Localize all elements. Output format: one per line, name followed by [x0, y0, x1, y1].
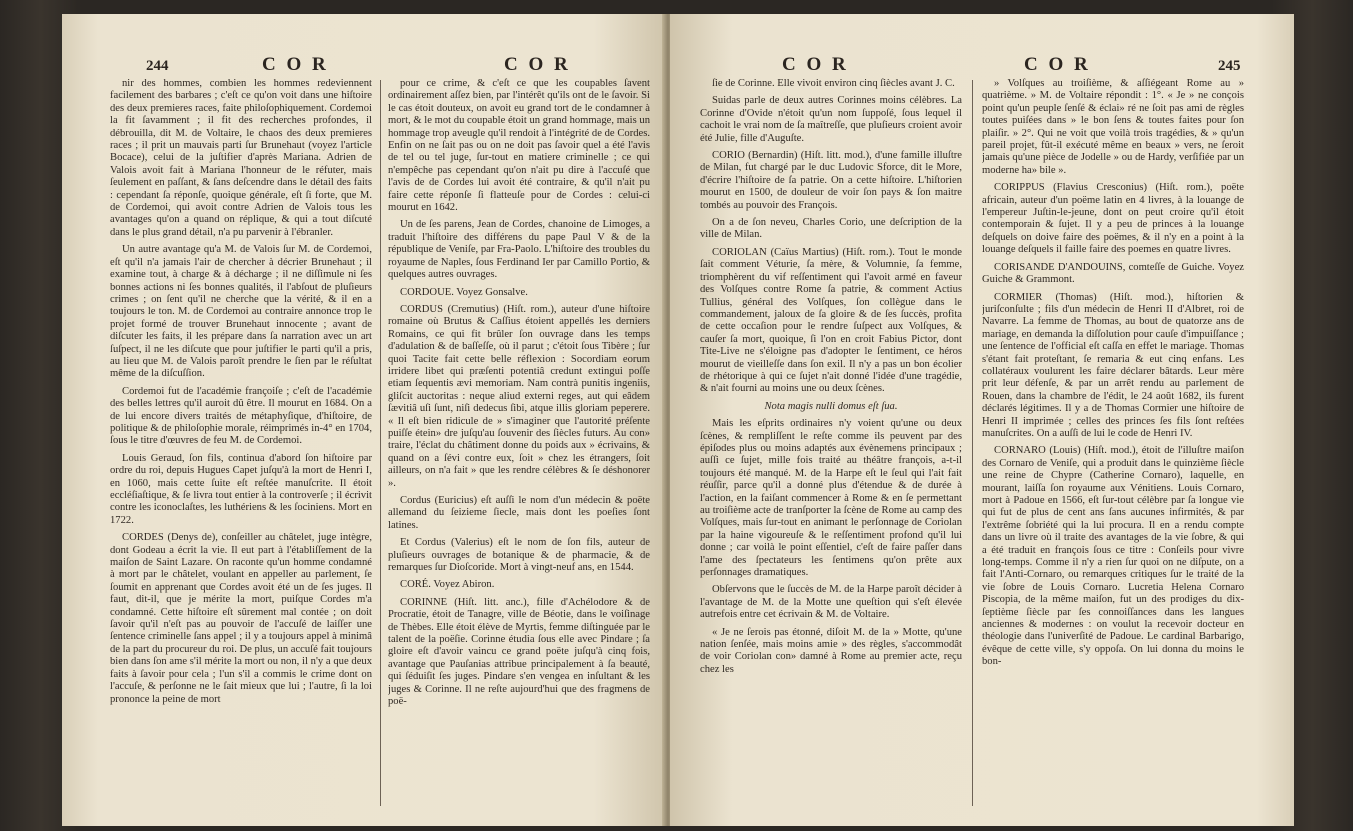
right-page-header [670, 52, 1294, 76]
text-column [982, 78, 1244, 808]
paragraph: Mais les eſprits ordinaires n'y voient qu'une ou deux ſcènes, & rempliſſent le reſte comme ils peuvent par des épiſodes plus ou moins adaptés aux évènemens principaux ; auſſi ce ſujet, mille fois traité au théâtre françois, a-t-il toujours été manqué. M. de la Harpe eſt le ſeul qui l'ait fait réuſſir, parce qu'il a donné plus d'étendue & de durée à l'action, en la faiſant commencer à Rome & en ſe permettant au troiſième acte de tranſporter la ſcène de Rome au camp des Volſques, mais ſur-tout en animant le perſonnage de Coriolan par la haine vigoureuſe & le reſſentiment profond qu'il lui donne ; car voilà le point eſſentiel, c'eſt de faire paſſer dans l'ame des ſpectateurs les ſentimens qu'on prête aux perſonnages dramatiques. [700, 418, 962, 579]
running-head: C O R [262, 54, 329, 75]
paragraph: CORÉ. Voyez Abiron. [400, 579, 495, 591]
paragraph: nir des hommes, combien les hommes redeviennent facilement des barbares ; c'eſt ce qu'on voit dans une hiſtoire des deux premieres races, faite philoſophiquement. Cordemoi la fit ſavamment ; il fit des recherches profondes, il débrouilla, dit M. de Voltaire, le chaos des deux premieres races ; il prit un mauvais parti ſur Brunehaut (voyez l'article Bocace), celui de la juſtifier d'après Mariana. Adrien de Valois avoit fait à Mariana l'honneur de le réfuter, mais ſeulement en paſſant, & ſans deſcendre dans le détail des faits : cependant ſa réponſe, quoique générale, eſt ſi forte, que M. de Cordemoi, qui avoit contre Adrien de Valois tous les avantages qu'on a quand on réplique, & qui a tout diſcuté dans le plus grand détail, n'a pu parvenir à l'ébranler. [110, 78, 372, 238]
paragraph: Cordus (Euricius) eſt auſſi le nom d'un médecin & poëte allemand du ſeizieme ſiecle, mais dont les poeſies ſont latines. [388, 495, 650, 531]
paragraph: CORINNE (Hiſt. litt. anc.), fille d'Achélodore & de Procratie, étoit de Tanagre, ville de Béotie, dans le voiſinage de Thèbes. Elle étoit élève de Myrtis, femme diſtinguée par le talent de la poëſie. Corinne étudia ſous elle avec Pindare ; ſa gloire eſt d'avoir vaincu ce grand poëte juſqu'à cinq fois, avantage que Pauſanias attribue principalement à ſa beauté, qui ſéduiſit ſes juges. Pindare s'en vengea en inſultant & les juges & Corinne. Il ne reſte aujourd'hui que des fragmens de poë- [388, 596, 650, 708]
paragraph: Louis Geraud, ſon fils, continua d'abord ſon hiſtoire par ordre du roi, depuis Hugues Capet juſqu'à la mort de Henri I, en 1060, mais cette ſuite eſt reſtée manuſcrite. Il étoit eccléſiaſtique, & ſe livra tout entier à la controverſe ; il écrivit contre les iconoclaſtes, les luthériens & les ſociniens. Mort en 1722. [110, 452, 372, 526]
paragraph: CORIOLAN (Caïus Martius) (Hiſt. rom.). Tout le monde ſait comment Véturie, ſa mère, & Volumnie, ſa femme, triomphèrent du vif reſſentiment qui l'avoit armé en faveur des Volſques contre Rome ſa patrie, & comment Actius Tullius, général des Volſques, ſon collègue dans le commandement, jaloux de ſa gloire & de ſes ſuccès, profita de cette occaſion pour le rendre ſuſpect aux Volſques, & cauſer ſa mort, quoique, ſi l'on en croit Fabius Pictor, dont Tite-Live ne s'éloigne pas d'adopter le ſentiment, ce héros mourut de vieilleſſe dans ſon exil. Il n'y a pas un bon écolier de rhétorique à qui ce ſujet n'ait donné l'idée d'une tragédie, & n'ait fourni au moins une ou deux ſcènes. [700, 246, 962, 395]
left-page [62, 14, 666, 826]
right-page [670, 14, 1294, 826]
paragraph: pour ce crime, & c'eſt ce que les coupables ſavent ordinairement aſſez bien, par l'intérêt qu'ils ont de le ſavoir. Si le cas étoit douteux, on avoit eu grand tort de le condamner à mort, & le mot du coupable étoit un grand hommage, mais un hommage trop aveugle qu'il rendoit à l'intégrité de de Cordes. Enfin on ne ſait pas ou on ne doit pas ſavoir quel a été l'avis de tel ou tel juge, ſur-tout en matiere criminelle ; ce qui n'empêche pas cependant qu'on n'ait pu dire à l'accuſé que l'avis de de Cordes lui avoit été contraire, & qu'il n'ait pu faire cette réponſe ſi flatteuſe pour de Cordes : celui-ci mourut en 1642. [388, 78, 650, 214]
paragraph: CORIO (Bernardin) (Hiſt. litt. mod.), d'une famille illuſtre de Milan, fut chargé par le duc Ludovic Sforce, dit le More, d'écrire l'hiſtoire de ſa patrie. On a cette hiſtoire. L'hiſtorien mourut en 1500, de douleur de voir ſon pays & ſon maitre tombés au pouvoir des François. [700, 150, 962, 211]
paragraph: CORNARO (Louis) (Hiſt. mod.), étoit de l'illuſtre maiſon des Cornaro de Veniſe, qui a produit dans le quinzième ſiècle une reine de Chypre (Catherine Cornaro), laquelle, en mourant, laiſſa ſon royaume aux Vénitiens. Louis Cornaro, mort à Padoue en 1566, eſt ſur-tout célèbre par ſa longue vie qui fut de plus de cent ans ſans aucunes infirmités, & par l'extrême ſobriété qui la lui procura. Il en a rendu compte dans un livre où il traite des avantages de la vie ſobre, & qui a été traduit en françois ſous ce titre : Conſeils pour vivre long-temps. Comme il n'y a rien ſur quoi on ne diſpute, on a fait l'Anti-Cornaro, ou remarques critiques ſur le traité de la vie ſobre de Louis Cornaro. Lucretia Helena Cornaro Piscopia, de la même maiſon, fut un des prodiges du dix-ſeptième ſiècle par ſes connoiſſances dans les langues anciennes & modernes : on voulut la recevoir docteur en théologie dans l'univerſité de Padoue. Le cardinal Barbarigo, évêque de cette ville, s'y oppoſa. On lui donna du moins le bon- [982, 445, 1244, 668]
text-column [388, 78, 650, 808]
paragraph: Suidas parle de deux autres Corinnes moins célèbres. La Corinne d'Ovide n'étoit qu'un nom ſuppoſé, ſous lequel il cachoit le vrai nom de ſa maîtreſſe, que pluſieurs croient avoir été Julie, fille d'Auguſte. [700, 95, 962, 144]
paragraph: CORIPPUS (Flavius Cresconius) (Hiſt. rom.), poëte africain, auteur d'un poëme latin en 4 livres, à la louange de l'empereur Juſtin-le-jeune, dont on peut croire qu'il étoit contemporain & ſujet. Il y a peu de princes à la louange deſquels on doive faire des poëmes, & il n'y en a point à la louange deſquels il faille faire des poemes en quatre livres. [982, 182, 1244, 256]
page-number: 244 [146, 58, 169, 74]
running-head: C O R [504, 54, 571, 75]
paragraph: On a de ſon neveu, Charles Corio, une deſcription de la ville de Milan. [700, 217, 962, 241]
page-number: 245 [1218, 58, 1241, 74]
column-rule [972, 80, 973, 806]
quotation: Nota magis nulli domus eſt ſua. [764, 400, 898, 412]
paragraph: « Je ne ſerois pas étonné, diſoit M. de la » Motte, qu'une nation ſenſée, mais moins amie » des règles, s'accommodât de voir Coriolan con» damné à Rome au premier acte, reçu chez les [700, 626, 962, 675]
paragraph: CORMIER (Thomas) (Hiſt. mod.), hiſtorien & juriſconſulte ; fils d'un médecin de Henri II d'Albret, roi de Navarre. La femme de Thomas, au bout de quatorze ans de mariage, en demanda la diſſolution pour cauſe d'impuiſſance ; une ſentence de l'official eſt caſſa en effet le mariage. Thomas s'étant fait proteſtant, ſe remaria & eut cinq enfans. Les collatéraux voulurent les faire déclarer bâtards. Leur mère prit leur défenſe, & par un arrêt rendu au parlement de Rouen, dans la chambre de l'édit, le 24 août 1682, ils furent déclarés légitimes. Il y a de Thomas Cormier une hiſtoire de Henri II imprimée ; celles des princes ſes fils ſont reſtées manuſcrites. On a auſſi de lui le code de Henri IV. [982, 291, 1244, 439]
paragraph: CORDOUE. Voyez Gonsalve. [400, 286, 528, 298]
running-head: C O R [1024, 54, 1091, 75]
column-rule [380, 80, 381, 806]
running-head: C O R [782, 54, 849, 75]
paragraph: ſie de Corinne. Elle vivoit environ cinq ſiècles avant J. C. [712, 78, 955, 89]
paragraph: Un de ſes parens, Jean de Cordes, chanoine de Limoges, a traduit l'hiſtoire des différens du pape Paul V & de la république de Veniſe, par Fra-Paolo. L'hiſtoire des troubles du royaume de Naples, ſous Ferdinand Ier par Camillo Portio, & quelques autres ouvrages. [388, 219, 650, 281]
left-page-header [62, 52, 666, 76]
paragraph: Cordemoi fut de l'académie françoiſe ; c'eſt de l'académie des belles lettres qu'il auroit dû être. Il mourut en 1684. On a de lui encore divers traités de métaphyſique, d'hiſtoire, de politique & de philoſophie morale, réimprimés in-4° en 1704, ſous le titre d'œuvres de feu M. de Cordemoi. [110, 385, 372, 447]
paragraph: Un autre avantage qu'a M. de Valois ſur M. de Cordemoi, eſt qu'il n'a jamais l'air de chercher à décrier Brunehaut ; il examine tout, à charge & à décharge ; il ne diſſimule ni ſes bonnes actions ni ſes bonnes qualités, il l'abſout de pluſieurs crimes ; on ſent qu'il ne cherche que la vérité, & il en a toujours le ton. M. de Cordemoi au contraire annonce trop le projet formé de trouver Brunehaut innocente ; avant de diſcuter les faits, il les prépare dans ſa narration avec un art ſuſpect, il ne les diſcute que pour juſtifier le parti qu'il a pris, au lieu que M. de Valois paroît prendre le ſien par le réſultat même de la diſcuſſion. [110, 244, 372, 380]
book-spread [62, 14, 1294, 826]
paragraph: Et Cordus (Valerius) eſt le nom de ſon fils, auteur de pluſieurs ouvrages de botanique & de pharmacie, & de remarques ſur Dioſcoride. Mort à vingt-neuf ans, en 1544. [388, 537, 650, 574]
paragraph: CORDES (Denys de), conſeiller au châtelet, juge intègre, dont Godeau a écrit la vie. Il eut part à l'établiſſement de la maiſon de Saint Lazare. On raconte qu'un homme condamné à mort par le châtelet, voulant en appeller au parlement, ſe ſoumit en apprenant que Cordes avoit été un de ſes juges. Il faut, dit-il, que je mérite la mort, puiſque Cordes m'a condamné. Cette hiſtoire eſt sûrement mal contée ; on doit ſavoir qu'il n'eſt pas au pouvoir de l'accuſé de laiſſer une ſentence criminelle ſans appel ; il y a toujours appel à minimâ de la part du procureur du roi. De plus, un accuſé fait toujours bien dans ſon ame s'il mérite la mort ou non, il n'y a que deux faits à ſavoir pour cela ; l'un s'il a commis le crime dont on l'accuſe, & perſonne ne le ſait mieux que lui ; l'autre, ſi la loi prononce la peine de mort [110, 532, 372, 705]
paragraph: » Volſques au troiſième, & aſſiégeant Rome au » quatrième. » M. de Voltaire répondit : 1°. « Je » ne conçois point qu'un peuple ſenſé & éclai» ré ne ſoit pas ami de règles toutes puiſées dans » le bon ſens & toutes faites pour ſon plaiſir. » 2°. Qui ne voit que voilà trois tragédies, & » qu'un pareil projet, fût-il exécuté même en beaux » vers, ne ſeroit jamais qu'une pièce de Jodelle » ou de Hardy, verſifiée par un moderne ha» bile ». [982, 78, 1244, 176]
paragraph: CORDUS (Cremutius) (Hiſt. rom.), auteur d'une hiſtoire romaine où Brutus & Caſſius étoient appellés les derniers Romains, ce qui fit brûler ſon ouvrage dans les temps d'adulation & de baſſeſſe, où il parut ; c'étoit ſous Tibère ; ſur quoi Tacite fait cette belle réflexion : Socordiam eorum irridere libet qui præſenti potentiâ credunt extingui poſſe etiam ſequentis ævi memoriam. Nam contrà punitis ingeniis, gliſcit auctoritas : neque aliud externi reges, aut qui eâdem ſævitiâ uſi ſunt, niſi dedecus ſibi, atque illis gloriam peperere. « Il eſt bien ridicule de » s'imaginer que l'autorité préſente puiſſe étein» dre juſqu'au ſouvenir des ſiècles futurs. Au con» traire, l'éclat du châtiment donne du poids aux » écrivains, & quand on a ſévi contre eux, ſoit » chez les étrangers, ſoit ailleurs, on n'a fait » que les rendre célèbres & ſe déshonorer ». [388, 303, 650, 489]
text-column [700, 78, 962, 808]
paragraph: Obſervons que le ſuccès de M. de la Harpe paroît décider à l'avantage de M. de la Motte une queſtion qui s'eſt élevée autrefois entre cet écrivain & M. de Voltaire. [700, 584, 962, 621]
text-column [110, 78, 372, 808]
paragraph: CORISANDE D'ANDOUINS, comteſſe de Guiche. Voyez Guiche & Grammont. [982, 261, 1244, 286]
